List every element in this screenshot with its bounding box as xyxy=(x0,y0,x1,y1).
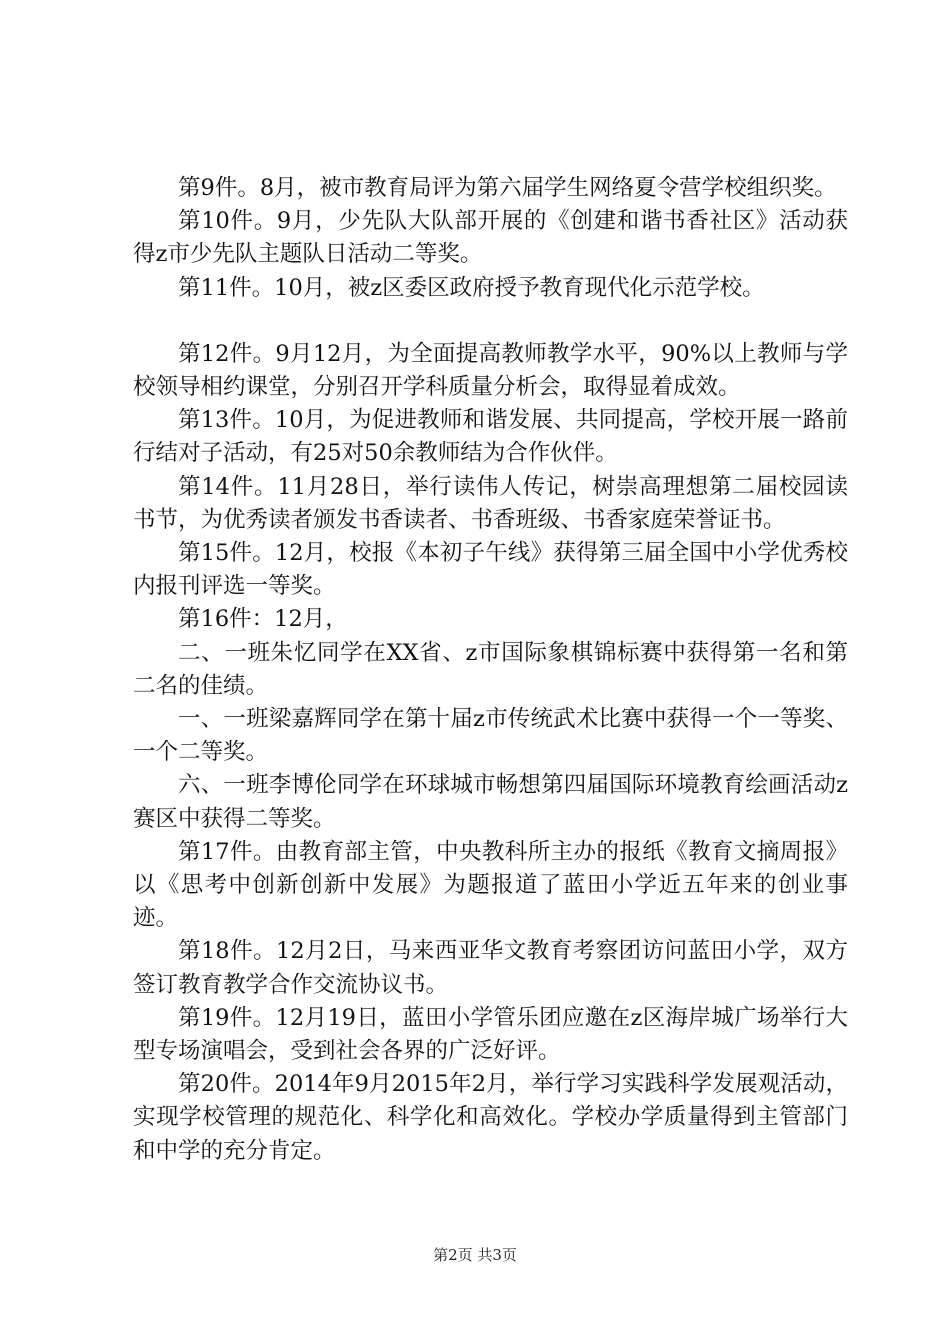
paragraph: 第20件。2014年9月2015年2月，举行学习实践科学发展观活动，实现学校管理的规范化、科学化和高效化。学校办学质量得到主管部门和中学的充分肯定。 xyxy=(133,1071,848,1164)
paragraph: 第14件。11月28日，举行读伟人传记，树崇高理想第二届校园读书节，为优秀读者颁发书香读者、书香班级、书香家庭荣誉证书。 xyxy=(133,473,848,533)
page-number-footer: 第2页 共3页 xyxy=(433,1246,517,1264)
paragraph: 第19件。12月19日，蓝田小学管乐团应邀在z区海岸城广场举行大型专场演唱会，受到社会各界的广泛好评。 xyxy=(133,1004,848,1065)
paragraph: 第18件。12月2日，马来西亚华文教育考察团访问蓝田小学，双方签订教育教学合作交流协议书。 xyxy=(133,938,848,998)
paragraph: 第9件。8月，被市教育局评为第六届学生网络夏令营学校组织奖。 xyxy=(178,175,837,201)
paragraph: 二、一班朱忆同学在XX省、z市国际象棋锦标赛中获得第一名和第二名的佳绩。 xyxy=(133,639,848,699)
paragraph: 第17件。由教育部主管，中央教科所主办的报纸《教育文摘周报》以《思考中创新创新中发展》为题报道了蓝田小学近五年来的创业事迹。 xyxy=(133,838,848,932)
paragraph: 第13件。10月，为促进教师和谐发展、共同提高，学校开展一路前行结对子活动，有25对50余教师结为合作伙伴。 xyxy=(133,407,848,467)
paragraph: 第15件。12月，校报《本初子午线》获得第三届全国中小学优秀校内报刊评选一等奖。 xyxy=(133,540,848,600)
paragraph: 六、一班李博伦同学在环球城市畅想第四届国际环境教育绘画活动z赛区中获得二等奖。 xyxy=(133,772,848,832)
document-body xyxy=(133,172,848,1168)
paragraph: 一、一班梁嘉辉同学在第十届z市传统武术比赛中获得一个一等奖、一个二等奖。 xyxy=(133,706,848,766)
paragraph: 第10件。9月，少先队大队部开展的《创建和谐书香社区》活动获得z市少先队主题队日活动二等奖。 xyxy=(133,208,848,268)
paragraph: 第12件。9月12月，为全面提高教师教学水平，90%以上教师与学校领导相约课堂，分别召开学科质量分析会，取得显着成效。 xyxy=(133,340,848,401)
paragraph: 第11件。10月，被z区委区政府授予教育现代化示范学校。 xyxy=(178,274,765,301)
paragraph: 第16件：12月， xyxy=(178,606,348,633)
